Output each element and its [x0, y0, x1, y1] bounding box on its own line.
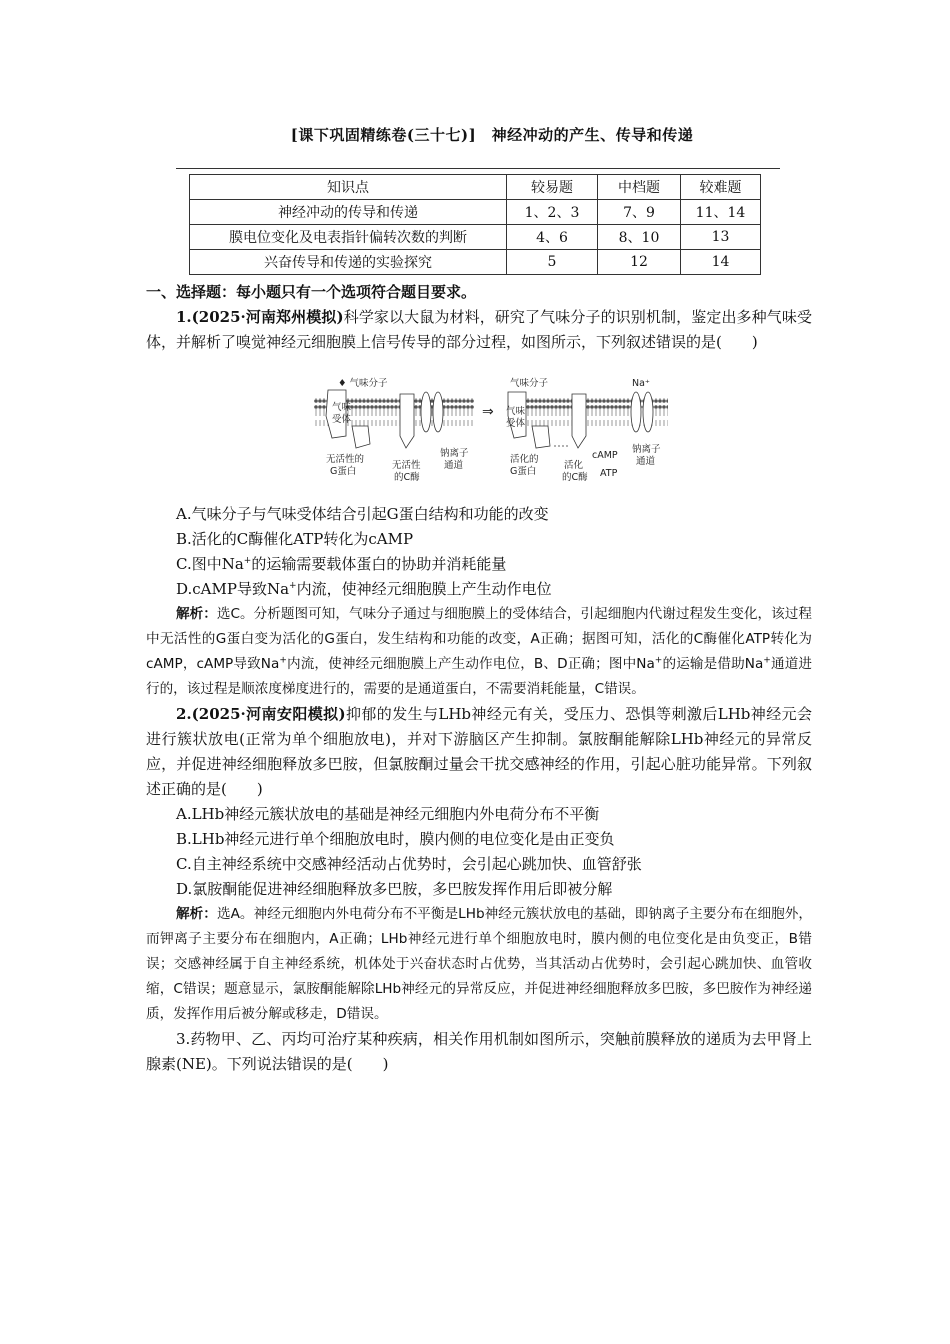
q1-stem-block — [146, 280, 812, 355]
right-cenzyme-label-a: 活化 — [564, 460, 584, 471]
left-cenzyme-label-a: 无活性 — [392, 460, 421, 471]
section-heading: 一、选择题：每小题只有一个选项符合题目要求。 — [146, 283, 477, 301]
q2-analysis-label: 解析： — [176, 906, 217, 922]
right-receptor-label-b: 受体 — [506, 418, 526, 429]
right-channel-shape-1 — [631, 392, 641, 432]
plus-sup: + — [279, 655, 287, 666]
table-header-row — [190, 175, 761, 200]
left-cenzyme-shape — [400, 394, 414, 448]
right-channel-label-a: 钠离子 — [632, 444, 661, 455]
q3-stem: 3.药物甲、乙、丙均可治疗某种疾病，相关作用机制如图所示，突触前膜释放的递质为去甲肾上腺素(NE)。下列说法错误的是( ) — [146, 1030, 812, 1073]
right-gprotein-label-b: G蛋白 — [510, 466, 537, 477]
table-cell: 11、14 — [681, 200, 761, 225]
left-gprotein-label-a: 无活性的 — [326, 454, 365, 465]
table-header-cell: 中档题 — [598, 175, 681, 200]
left-channel-label-a: 钠离子 — [440, 448, 469, 459]
camp-label: cAMP — [592, 450, 618, 461]
q2-stem-text: 抑郁的发生与LHb神经元有关，受压力、恐惧等刺激后LHb神经元会进行簇状放电(正常为单个细胞放电)，并对下游脑区产生抑制。氯胺酮能解除LHb神经元的异常反应，并促进神经细胞释放多巴胺，但氯胺酮过量会干扰交感神经的作用，引起心脏功能异常。下列叙述正确的是( ) — [146, 705, 813, 798]
left-channel-label-b: 通道 — [444, 460, 464, 471]
left-gprotein-label-b: G蛋白 — [330, 466, 357, 477]
right-odor-label: 气味分子 — [510, 378, 549, 389]
q1-figure — [310, 376, 670, 486]
q1-source: 1.(2025·河南郑州模拟) — [176, 308, 344, 326]
q1-option-d-pre: D.cAMP导致Na — [176, 580, 290, 598]
title-rule — [176, 168, 780, 169]
q2-option-c: C.自主神经系统中交感神经活动占优势时，会引起心跳加快、血管舒张 — [176, 855, 642, 873]
right-channel-label-b: 通道 — [636, 456, 656, 467]
q1-option-d-post: 内流，使神经元细胞膜上产生动作电位 — [296, 580, 552, 598]
q1-option-c — [146, 552, 812, 577]
left-cenzyme-label-b: 的C酶 — [394, 472, 420, 483]
transition-arrow: ⇒ — [482, 404, 494, 420]
right-na-label: Na⁺ — [632, 378, 650, 389]
left-receptor-label-b: 受体 — [332, 414, 352, 425]
q2-option-b: B.LHb神经元进行单个细胞放电时，膜内侧的电位变化是由正变负 — [176, 830, 615, 848]
table-header-cell: 知识点 — [190, 175, 507, 200]
q1-analysis-4: 通道进行的，该过程是顺浓度梯度进行的，需要的是通道蛋白，不需要消耗能量，C错误。 — [146, 656, 813, 697]
q1-analysis-3: 的运输是借助Na — [662, 656, 764, 672]
right-gprotein-label-a: 活化的 — [510, 454, 539, 465]
table-cell: 12 — [598, 250, 681, 275]
plus-sup: + — [289, 581, 297, 591]
q2-option-a: A.LHb神经元簇状放电的基础是神经元细胞内外电荷分布不平衡 — [176, 805, 600, 823]
plus-sup: + — [654, 655, 663, 666]
q2-source: 2.(2025·河南安阳模拟) — [176, 705, 346, 723]
q2-option-d: D.氯胺酮能促进神经细胞释放多巴胺，多巴胺发挥作用后即被分解 — [176, 880, 613, 898]
q1-stem — [146, 305, 812, 355]
atp-label: ATP — [600, 468, 618, 479]
table-cell: 4、6 — [507, 225, 598, 250]
q1-option-a: A.气味分子与气味受体结合引起G蛋白结构和功能的改变 — [176, 505, 549, 523]
q1-analysis — [146, 602, 812, 702]
q1-option-d — [146, 577, 812, 602]
q1-option-b: B.活化的C酶催化ATP转化为cAMP — [176, 530, 414, 548]
left-gprotein-shape — [352, 426, 370, 448]
table-cell: 1、2、3 — [507, 200, 598, 225]
q1-stem-text: 科学家以大鼠为材料，研究了气味分子的识别机制，鉴定出多种气味受体，并解析了嗅觉神经元细胞膜上信号传导的部分过程，如图所示，下列叙述错误的是( ) — [146, 308, 812, 351]
table-cell: 5 — [507, 250, 598, 275]
q2-analysis — [146, 902, 812, 1027]
knowledge-table — [189, 174, 761, 275]
q2-analysis-text: 选A。神经元细胞内外电荷分布不平衡是LHb神经元簇状放电的基础，即钠离子主要分布在细胞外，而钾离子主要分布在细胞内，A正确；LHb神经元进行单个细胞放电时，膜内侧的电位变化是由负变正，B错误；交感神经属于自主神经系统，机体处于兴奋状态时占优势，当其活动占优势时，会引起心跳加快、血管收缩，C错误；题意显示，氯胺酮能解除LHb神经元的异常反应，并促进神经细胞释放多巴胺，多巴胺作为神经递质，发挥作用后被分解或移走，D错误。 — [146, 906, 812, 1022]
right-receptor-label-a: 气味 — [506, 406, 526, 417]
q1-analysis-label: 解析： — [176, 606, 217, 622]
plus-sup: + — [763, 655, 771, 666]
table-header-cell: 较易题 — [507, 175, 598, 200]
q1-options-block — [146, 502, 812, 1077]
left-receptor-label-a: 气味 — [332, 402, 352, 413]
q1-option-c-post: 的运输需要载体蛋白的协助并消耗能量 — [251, 555, 507, 573]
left-odor-text: 气味分子 — [349, 378, 388, 389]
table-cell: 膜电位变化及电表指针偏转次数的判断 — [190, 225, 507, 250]
q1-analysis-2: 内流，使神经元细胞膜上产生动作电位，B、D正确；图中Na — [286, 656, 655, 672]
table-row — [190, 200, 761, 225]
table-cell: 神经冲动的传导和传递 — [190, 200, 507, 225]
page-title: [课下巩固精练卷(三十七)] 神经冲动的产生、传导和传递 — [290, 126, 694, 144]
right-cenzyme-label-b: 的C酶 — [562, 472, 588, 483]
plus-sup: + — [243, 556, 252, 566]
table-cell: 7、9 — [598, 200, 681, 225]
table-cell: 13 — [681, 225, 761, 250]
table-row — [190, 250, 761, 275]
q2-stem — [146, 702, 812, 802]
right-channel-shape-2 — [643, 392, 653, 432]
q1-analysis-1: 选C。分析题图可知，气味分子通过与细胞膜上的受体结合，引起细胞内代谢过程发生变化，该过程中无活性的G蛋白变为活化的G蛋白，发生结构和功能的改变，A正确；据图可知，活化的C酶催化ATP转化为cAMP，cAMP导致Na — [146, 606, 812, 672]
left-channel-shape-1 — [421, 392, 431, 432]
right-cenzyme-shape — [572, 394, 586, 448]
left-channel-shape-2 — [433, 392, 443, 432]
table-cell: 8、10 — [598, 225, 681, 250]
table-row — [190, 225, 761, 250]
q1-option-c-pre: C.图中Na — [176, 555, 244, 573]
right-gprotein-shape — [532, 426, 550, 448]
table-header-cell: 较难题 — [681, 175, 761, 200]
left-odor-label: ♦ 气味分子 — [338, 378, 388, 389]
table-cell: 14 — [681, 250, 761, 275]
table-cell: 兴奋传导和传递的实验探究 — [190, 250, 507, 275]
